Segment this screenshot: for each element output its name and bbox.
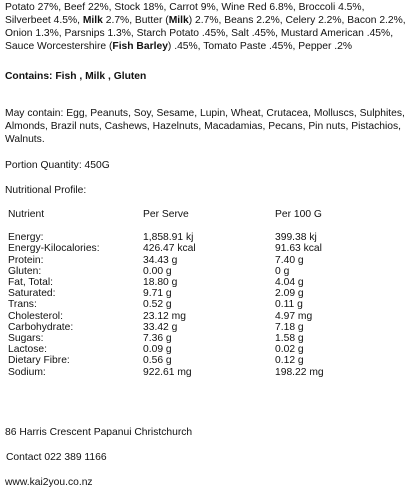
nutrition-row bbox=[8, 299, 395, 310]
nutrition-row bbox=[8, 232, 395, 243]
nutrient-name: Lactose: bbox=[8, 344, 47, 356]
per-serve-value: 0.52 g bbox=[143, 299, 172, 311]
per-100g-value: 0 g bbox=[275, 265, 290, 277]
ingredients-list bbox=[5, 1, 413, 53]
header-per-serve: Per Serve bbox=[143, 209, 189, 220]
nutrition-row bbox=[8, 266, 395, 277]
nutrient-name: Trans: bbox=[8, 299, 37, 311]
per-100g-value: 4.04 g bbox=[275, 277, 304, 288]
nutrition-row bbox=[8, 333, 395, 344]
per-serve-value: 7.36 g bbox=[143, 333, 172, 345]
per-serve-value: 1,858.91 kj bbox=[143, 232, 194, 244]
per-100g-value: 7.40 g bbox=[275, 254, 304, 266]
nutrient-name: Sodium: bbox=[8, 366, 46, 378]
header-nutrient: Nutrient bbox=[8, 209, 45, 220]
nutrition-table bbox=[8, 208, 395, 378]
product-info-page bbox=[5, 1, 413, 489]
per-serve-value: 34.43 g bbox=[143, 254, 178, 266]
nutrient-name: Sugars: bbox=[8, 333, 44, 345]
nutrition-row bbox=[8, 355, 395, 366]
nutritional-profile-title: Nutritional Profile: bbox=[5, 185, 87, 196]
portion-quantity: Portion Quantity: 450G bbox=[5, 160, 110, 171]
ingredient-allergen: Milk bbox=[82, 15, 103, 26]
contact-phone: Contact 022 389 1166 bbox=[6, 451, 107, 463]
ingredient-text: 2.7%, Butter ( bbox=[102, 15, 169, 26]
ingredient-text: ) 2.7%, Beans 2.2%, Celery 2.2%, Bacon 2.2%, Onion 1.3%, Parsnips 1.3%, Starch Potato .45%, Salt .45%, Mustard American .45%, Sauce Worcestershire ( bbox=[5, 15, 406, 52]
header-per-100g: Per 100 G bbox=[275, 209, 322, 220]
ingredient-allergen: Milk bbox=[168, 15, 189, 26]
per-100g-value: 198.22 mg bbox=[275, 366, 324, 378]
ingredient-text: ) .45%, Tomato Paste .45%, Pepper .2% bbox=[167, 41, 353, 52]
nutrition-row bbox=[8, 277, 395, 288]
per-100g-value: 91.63 kcal bbox=[275, 243, 322, 255]
per-serve-value: 922.61 mg bbox=[143, 366, 192, 378]
per-100g-value: 1.58 g bbox=[275, 333, 304, 345]
per-serve-value: 23.12 mg bbox=[143, 310, 186, 322]
per-serve-value: 0.09 g bbox=[143, 344, 172, 356]
nutrient-name: Energy-Kilocalories: bbox=[8, 243, 100, 255]
per-serve-value: 9.71 g bbox=[143, 288, 172, 300]
business-address: 86 Harris Crescent Papanui Christchurch bbox=[5, 426, 193, 438]
nutrient-name: Gluten: bbox=[8, 265, 42, 277]
nutrition-row bbox=[8, 288, 395, 299]
nutrition-row bbox=[8, 255, 395, 266]
nutrient-name: Fat, Total: bbox=[8, 277, 54, 288]
nutrient-name: Saturated: bbox=[8, 288, 56, 300]
nutrient-name: Carbohydrate: bbox=[8, 321, 74, 333]
nutrient-name: Protein: bbox=[8, 254, 44, 266]
per-100g-value: 7.18 g bbox=[275, 321, 304, 333]
ingredient-text: Potato 27%, Beef 22%, Stock 18%, Carrot 9%, Wine Red 6.8%, Broccoli 4.5%, Silverbeet 4.5%, bbox=[5, 2, 365, 26]
per-serve-value: 426.47 kcal bbox=[143, 243, 196, 255]
per-100g-value: 0.12 g bbox=[275, 355, 304, 367]
nutrition-row bbox=[8, 367, 395, 378]
nutrition-row bbox=[8, 311, 395, 322]
nutrition-spacer-row bbox=[8, 221, 395, 232]
per-serve-value: 18.80 g bbox=[143, 277, 178, 288]
nutrient-name: Dietary Fibre: bbox=[8, 355, 70, 367]
ingredient-allergen: Fish Barley bbox=[112, 41, 168, 52]
per-serve-value: 0.56 g bbox=[143, 355, 172, 367]
allergen-contains: Contains: Fish , Milk , Gluten bbox=[5, 71, 147, 82]
per-100g-value: 4.97 mg bbox=[275, 310, 313, 322]
per-serve-value: 0.00 g bbox=[143, 265, 172, 277]
per-100g-value: 399.38 kj bbox=[275, 232, 317, 244]
nutrition-header-row bbox=[8, 208, 395, 221]
per-100g-value: 0.02 g bbox=[275, 344, 304, 356]
nutrient-name: Energy: bbox=[8, 232, 44, 244]
nutrition-row bbox=[8, 322, 395, 333]
website-link[interactable]: www.kai2you.co.nz bbox=[5, 476, 93, 488]
per-serve-value: 33.42 g bbox=[143, 321, 178, 333]
per-100g-value: 2.09 g bbox=[275, 288, 304, 300]
nutrient-name: Cholesterol: bbox=[8, 310, 63, 322]
nutrition-row bbox=[8, 243, 395, 254]
per-100g-value: 0.11 g bbox=[275, 299, 303, 311]
nutrition-row bbox=[8, 344, 395, 355]
allergen-may-contain: May contain: Egg, Peanuts, Soy, Sesame, Lupin, Wheat, Crutacea, Molluscs, Sulphites, Almonds, Brazil nuts, Cashews, Hazelnuts, Macadamias, Pecans, Pin nuts, Pistachios, Walnuts. bbox=[5, 108, 405, 145]
